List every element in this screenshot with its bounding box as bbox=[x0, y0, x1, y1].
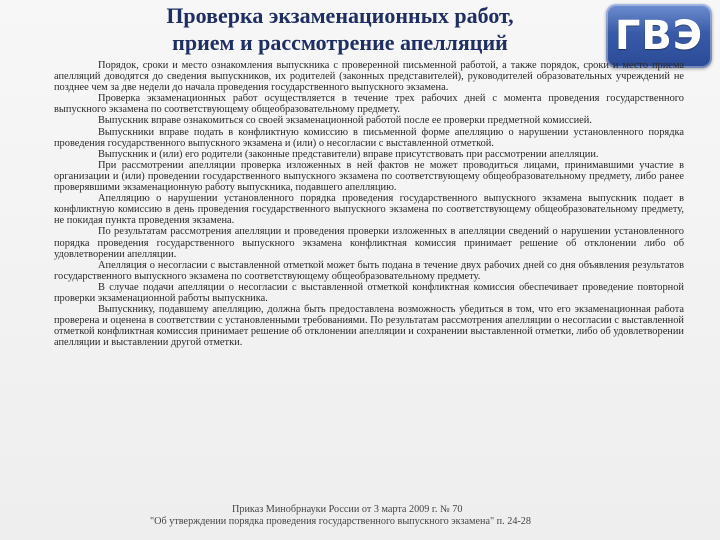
footer-line-2: "Об утверждении порядка проведения государственного выпускного экзамена" п. 24-28 bbox=[150, 516, 531, 527]
paragraph: В случае подачи апелляции о несогласии с выставленной отметкой конфликтная комиссия обеспечивает проведение повторной проверки экзаменационной работы выпускника. bbox=[54, 281, 684, 304]
paragraph: Выпускник и (или) его родители (законные представители) вправе присутствовать при рассмотрении апелляции. bbox=[98, 148, 599, 160]
gve-logo bbox=[606, 4, 712, 68]
paragraph: При рассмотрении апелляции проверка изложенных в ней фактов не может проводиться лицами, принимавшими участие в организации и (или) проведении государственного выпускного экзамена по соответствующему общеобразовательному предмету, либо ранее проверявшими экзаменационную работу выпускника, подавшего апелляцию. bbox=[54, 159, 684, 194]
title-line-2: прием и рассмотрение апелляций bbox=[172, 30, 508, 55]
paragraph: Апелляцию о нарушении установленного порядка проведения государственного выпускного экзамена выпускник подает в конфликтную комиссию в день проведения государственного выпускного экзамена по соответствующему общеобразовательному предмету, не покидая пункта проведения экзамена. bbox=[54, 193, 684, 227]
gve-logo-text: ГВЭ bbox=[614, 13, 704, 59]
paragraph: Порядок, сроки и место ознакомления выпускника с проверенной письменной работой, а также порядок, сроки и место приема апелляций доводятся до сведения выпускников, их родителей (законных представителей), руководителей образовательных учреждений не позднее чем за две недели до начала проведения государственного выпускного экзамена. bbox=[54, 60, 684, 94]
title-line-1: Проверка экзаменационных работ, bbox=[166, 3, 514, 28]
paragraph: По результатам рассмотрения апелляции и проведения проверки изложенных в апелляции сведений о нарушении установленного порядка проведения государственного выпускного экзамена конфликтная комиссия принимает решение об отклонении либо об удовлетворении апелляции. bbox=[54, 226, 684, 260]
document-body bbox=[54, 60, 684, 348]
page-title bbox=[90, 2, 590, 56]
paragraph: Выпускники вправе подать в конфликтную комиссию в письменной форме апелляцию о нарушении установленного порядка проведения государственного выпускного экзамена и (или) о несогласии с выставленной отметкой. bbox=[54, 126, 684, 149]
paragraph: Проверка экзаменационных работ осуществляется в течение трех рабочих дней с момента проведения государственного выпускного экзамена по соответствующему общеобразовательному предмету. bbox=[54, 93, 684, 116]
paragraph: Выпускник вправе ознакомиться со своей экзаменационной работой после ее проверки предметной комиссией. bbox=[98, 115, 592, 127]
paragraph: Апелляция о несогласии с выставленной отметкой может быть подана в течение двух рабочих дней со дня объявления результатов государственного выпускного экзамена по соответствующему общеобразовательному предмету. bbox=[54, 259, 684, 282]
footer-citation bbox=[150, 504, 630, 528]
footer-line-1: Приказ Минобрнауки России от 3 марта 2009 г. № 70 bbox=[232, 504, 463, 515]
paragraph: Выпускнику, подавшему апелляцию, должна быть предоставлена возможность убедиться в том, что его экзаменационная работа проверена и оценена в соответствии с установленными требованиями. По результатам рассмотрения апелляции о несогласии с выставленной отметкой конфликтная комиссия принимает решение об отклонении апелляции и сохранении выставленной отметки, либо об удовлетворении апелляции и выставлении другой отметки. bbox=[54, 304, 684, 349]
